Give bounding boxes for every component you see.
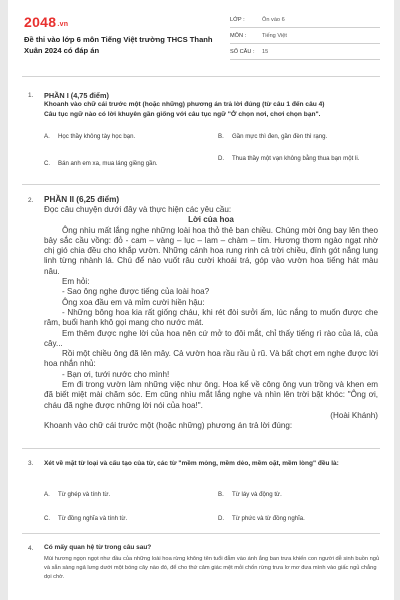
story-paragraph: Ông xoa đầu em và mỉm cười hiền hậu: bbox=[62, 297, 205, 307]
info-table bbox=[230, 12, 380, 60]
question-prompt: Xét về mặt từ loại và cấu tạo của từ, các từ "mềm mỏng, mềm dẻo, mềm oặt, mềm lòng" đều là: bbox=[44, 460, 339, 467]
option-text: Từ phức và từ đồng nghĩa. bbox=[232, 515, 305, 522]
question-number: 1. bbox=[28, 92, 34, 99]
option-text: Thua thầy một vạn không bằng thua bạn một li. bbox=[232, 155, 360, 162]
option-letter: A. bbox=[44, 133, 50, 140]
passage-closing: Khoanh vào chữ cái trước một (hoặc những) phương án trả lời đúng: bbox=[44, 421, 293, 431]
answer-option-d[interactable] bbox=[218, 155, 368, 164]
option-letter: C. bbox=[44, 160, 51, 167]
option-letter: A. bbox=[44, 491, 50, 498]
divider bbox=[22, 448, 380, 449]
option-letter: B. bbox=[218, 133, 224, 140]
reading-passage bbox=[44, 205, 378, 432]
answer-option-c[interactable] bbox=[44, 515, 204, 524]
question-body: Mùi hương ngọn ngọt như đầu của những loài hoa rừng không tên tuổi đẫm vào ánh ắng ban trưa khiến con người dễ sinh buồn ngủ và sẵn sàng ngả lưng dưới một bóng cây nào đó, để cho thứ cảm giác mệt mỏi chốn rừng trưa lơ mơ đưa mình vào giấc ngủ chẳng dọi chờ. bbox=[44, 556, 380, 581]
question-number: 2. bbox=[28, 197, 34, 204]
info-value: Ôn vào 6 bbox=[262, 16, 285, 23]
info-row-class bbox=[230, 12, 380, 28]
answer-option-a[interactable] bbox=[44, 133, 204, 142]
logo-tld: .vn bbox=[57, 21, 69, 28]
section-heading: PHẦN II (6,25 điểm) bbox=[44, 195, 120, 204]
answer-option-b[interactable] bbox=[218, 133, 378, 142]
option-letter: B. bbox=[218, 491, 224, 498]
passage-lead: Đọc câu chuyện dưới đây và thực hiện các yêu cầu: bbox=[44, 205, 232, 214]
story-paragraph: Ông nhìu mất lắng nghe những loài hoa thỏ thẻ ban chiều. Chúng mời ông bay lên theo bảy sắc cầu vồng: đỏ - cam – vàng – lục – lam – chàm – tím. Hương thơm ngào ngạt nhờ chị gió chia đều cho khắp vườn. Những cánh hoa rung rinh cả trời chiều, đính gót nắng lung linh từng nhành lá. Chú để nào vuốt râu cười khoái trá, góp vào vườn hoa tiếng hát màu nâu. bbox=[44, 225, 378, 276]
question-instruction: Khoanh vào chữ cái trước một (hoặc những) phương án trả lời đúng (từ câu 1 đến câu 4) bbox=[44, 101, 325, 108]
document-title: Đề thi vào lớp 6 môn Tiếng Việt trường THCS Thanh Xuân 2024 có đáp án bbox=[24, 35, 213, 55]
question-number: 4. bbox=[28, 545, 34, 552]
answer-option-a[interactable] bbox=[44, 491, 204, 500]
story-author: (Hoài Khánh) bbox=[330, 410, 378, 420]
option-text: Gần mực thì đen, gần đèn thì rạng. bbox=[232, 133, 328, 140]
logo-text: 2048 bbox=[24, 14, 57, 30]
question-prompt: Câu tục ngữ nào có lời khuyên gần giống với câu tục ngữ "Ở chọn nơi, chơi chọn bạn". bbox=[44, 111, 321, 118]
story-paragraph: Rồi một chiều ông đã lên mây. Cả vườn hoa rầu rầu ủ rũ. Và bất chợt em nghe được lời hoa nhắn nhủ: bbox=[44, 349, 378, 369]
option-letter: D. bbox=[218, 515, 225, 522]
question-number: 3. bbox=[28, 460, 34, 467]
info-key: SỐ CÂU : bbox=[230, 48, 255, 55]
info-row-subject bbox=[230, 28, 380, 44]
story-paragraph: - Những bông hoa kia rất giống cháu, khi rét đòi sưởi ấm, lúc nắng to muốn được che râm, buổi hanh khô gọi mang cho nước mát. bbox=[44, 307, 378, 328]
option-text: Từ ghép và tính từ. bbox=[58, 491, 111, 498]
story-title: Lời của hoa bbox=[188, 215, 234, 225]
option-letter: D. bbox=[218, 155, 225, 162]
info-key: LỚP : bbox=[230, 16, 245, 23]
option-text: Từ đồng nghĩa và tính từ. bbox=[58, 515, 128, 522]
divider bbox=[22, 533, 380, 534]
story-paragraph: Em đi trong vườn làm những việc như ông. Hoa kể về công ông vun trồng và khen em đã biết miệt mài chăm sóc. Em cũng nhìu mắt lắng nghe và nhìn lên trời bật khóc: "Ông ơi, cháu đã nghe được những lời nói của hoa!". bbox=[44, 380, 378, 410]
option-text: Từ láy và động từ. bbox=[232, 491, 282, 498]
site-logo[interactable] bbox=[24, 14, 68, 30]
info-row-count bbox=[230, 44, 380, 60]
option-text: Bán anh em xa, mua láng giềng gần. bbox=[58, 160, 158, 167]
story-paragraph: - Sao ông nghe được tiếng của loài hoa? bbox=[62, 287, 210, 297]
answer-option-c[interactable] bbox=[44, 160, 214, 169]
story-paragraph: - Bạn ơi, tưới nước cho mình! bbox=[62, 369, 170, 379]
story-paragraph: Em thêm được nghe lời của hoa nên cứ mở to đôi mắt, chỉ thấy tiếng rì rào của lá, của cây... bbox=[44, 328, 378, 348]
divider bbox=[22, 76, 380, 77]
document-page bbox=[8, 0, 394, 600]
divider bbox=[22, 184, 380, 185]
question-prompt: Có mấy quan hệ từ trong câu sau? bbox=[44, 544, 152, 551]
info-value: 15 bbox=[262, 48, 269, 55]
info-value: Tiếng Việt bbox=[262, 32, 287, 39]
section-heading: PHẦN I (4,75 điểm) bbox=[44, 91, 109, 100]
info-key: MÔN : bbox=[230, 32, 247, 39]
option-letter: C. bbox=[44, 515, 51, 522]
answer-option-d[interactable] bbox=[218, 515, 378, 524]
option-text: Học thầy không tày học bạn. bbox=[58, 133, 136, 140]
story-paragraph: Em hỏi: bbox=[62, 277, 90, 287]
answer-option-b[interactable] bbox=[218, 491, 378, 500]
